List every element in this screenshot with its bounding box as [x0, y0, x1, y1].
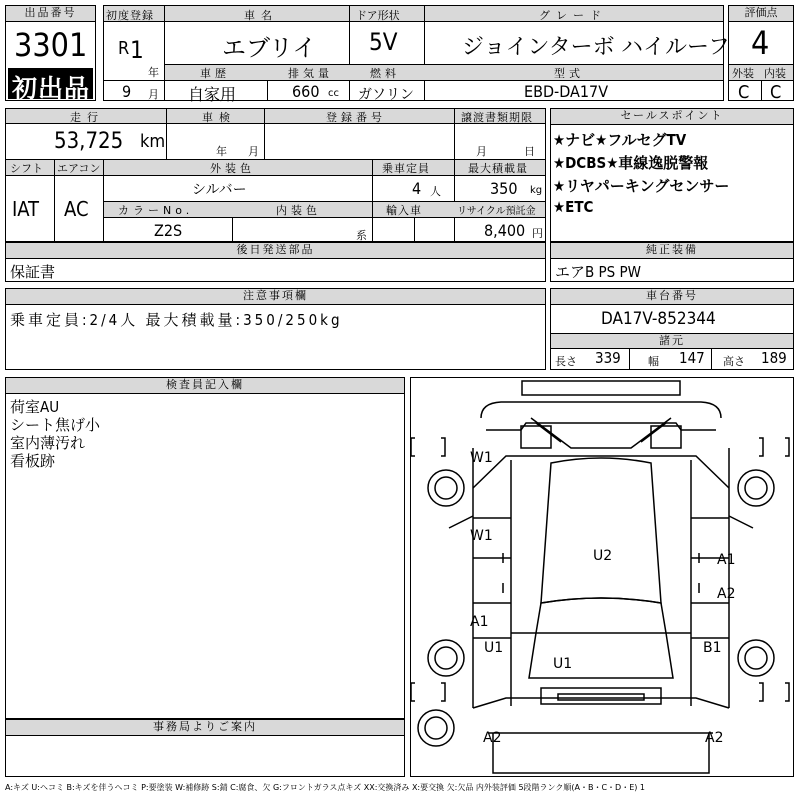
shift-label: シフト: [10, 162, 43, 175]
chassis-value: DA17V-852344: [601, 309, 716, 329]
damage-mark-a2-right: A2: [717, 586, 736, 602]
car-name-label: 車名: [244, 9, 278, 22]
inspector-line-3: 室内薄汚れ: [10, 434, 86, 452]
grade-label: グレード: [539, 9, 607, 22]
transfer-label: 譲渡書類期限: [461, 111, 533, 124]
office-notice: [5, 719, 405, 777]
first-listing-text: 初出品: [12, 74, 91, 103]
int-grade: C: [770, 82, 782, 103]
chassis: [550, 288, 794, 370]
damage-diagram: [410, 377, 794, 777]
inspection-month-unit: 月: [248, 145, 259, 158]
hgt-label: 高さ: [723, 355, 745, 368]
inspector-line-1: 荷室AU: [10, 398, 60, 416]
chassis-label: 車台番号: [551, 289, 793, 305]
grade: ジョインターボ ハイルーフ: [462, 35, 730, 60]
month-number: 9: [122, 82, 132, 101]
hgt: 189: [761, 349, 787, 367]
reg-no-label: 登録番号: [326, 111, 386, 124]
score-label: 評価点: [729, 6, 793, 22]
inspector-line-2: シート焦げ小: [10, 416, 101, 434]
notes-value: 乗車定員:2/4人 最大積載量:350/250kg: [10, 311, 343, 329]
damage-mark-u2-roof: U2: [593, 548, 613, 564]
recycle-unit: 円: [532, 227, 543, 240]
recycle-label: リサイクル預託金: [457, 206, 536, 217]
fuel: ガソリン: [358, 87, 414, 103]
capacity-label: 乗車定員: [382, 162, 430, 175]
sales-item-2: ★DCBS★車線逸脱警報: [553, 154, 709, 172]
ac-label: エアコン: [57, 162, 101, 175]
notes-label: 注意事項欄: [6, 289, 545, 305]
info-table: [5, 108, 546, 242]
sales-points: [550, 108, 794, 242]
ext-grade: C: [738, 82, 750, 103]
color-no: Z2S: [154, 221, 183, 240]
capacity: 4: [412, 179, 422, 198]
first-reg-label: 初度登録: [106, 9, 154, 22]
inspection-label: 車検: [202, 111, 236, 124]
damage-mark-u1-left: U1: [484, 640, 504, 656]
dims-label: 諸元: [551, 334, 793, 349]
mileage-unit: km: [140, 131, 166, 152]
fuel-label: 燃料: [370, 67, 400, 80]
history-label: 車歴: [200, 67, 230, 80]
inspector-notes: [5, 377, 405, 719]
sales-item-1: ★ナビ★フルセグTV: [553, 131, 687, 149]
car-name: エブリイ: [222, 34, 317, 62]
later-parts-value: 保証書: [10, 263, 56, 281]
int-label: 内装: [764, 67, 786, 80]
lot-number-box: [5, 5, 96, 101]
model-label: 型式: [554, 67, 584, 80]
damage-mark-b1-right: B1: [703, 640, 722, 656]
mileage: 53,725: [54, 129, 124, 154]
genuine-equipment: [550, 242, 794, 282]
ext-label: 外装: [732, 67, 754, 80]
later-parts-label: 後日発送部品: [6, 243, 545, 259]
first-listing-badge: [8, 68, 93, 103]
summary-header-row: [104, 6, 723, 22]
model: EBD-DA17V: [524, 82, 609, 101]
office-label: 事務局よりご案内: [6, 720, 404, 736]
mileage-label: 走行: [70, 111, 104, 124]
damage-mark-u1-rear: U1: [553, 656, 573, 672]
sales-label: セールスポイント: [551, 109, 793, 125]
month-unit: 月: [148, 88, 159, 101]
era: R: [118, 38, 130, 59]
damage-mark-a2-bumper-left: A2: [483, 730, 502, 746]
int-color-unit: 系: [356, 229, 367, 242]
max-load-unit: kg: [530, 185, 543, 196]
ext-color-label: 外装色: [210, 162, 255, 175]
year-number: 1: [130, 36, 144, 64]
damage-mark-w1-door: W1: [470, 528, 493, 544]
damage-mark-a1-right: A1: [717, 552, 736, 568]
notes: [5, 288, 546, 370]
door-type: 5V: [369, 28, 398, 56]
damage-mark-a1-left: A1: [470, 614, 489, 630]
damage-mark-a2-bumper-right: A2: [705, 730, 724, 746]
inspector-line-4: 看板跡: [10, 452, 56, 470]
sales-item-4: ★ETC: [553, 198, 594, 216]
max-load: 350: [490, 179, 518, 198]
summary-header-row-2: [165, 65, 723, 80]
lot-number: 3301: [14, 26, 88, 64]
shift: IAT: [12, 197, 40, 221]
door-label: ドア形状: [356, 9, 400, 22]
ac: AC: [64, 197, 89, 221]
len: 339: [595, 349, 621, 367]
damage-legend: A:キズ U:ヘコミ B:キズを伴うヘコミ P:要塗装 W:補修跡 S:錆 C:腐食、欠 G:フロントガラス点キズ XX:交換済み X:要交換 欠:欠品 内外装評価 5段階ランク順(A・B・C・D・E) 1: [5, 783, 646, 792]
lot-number-label: 出品番号: [6, 6, 95, 22]
vehicle-summary: [103, 5, 730, 104]
car-outline: [411, 378, 793, 776]
transfer-day: 日: [524, 145, 535, 158]
history: 自家用: [188, 85, 237, 104]
wid-label: 幅: [648, 355, 659, 368]
score-box: [728, 5, 794, 101]
sales-item-3: ★リヤパーキングセンサー: [553, 177, 730, 195]
displacement-unit: cc: [328, 88, 339, 99]
transfer-month-unit: 月: [476, 145, 487, 158]
year-unit: 年: [148, 66, 159, 79]
genuine-value: エアB PS PW: [555, 263, 642, 281]
inspection-year-unit: 年: [216, 145, 227, 158]
genuine-label: 純正装備: [551, 243, 793, 259]
len-label: 長さ: [555, 355, 577, 368]
inspector-label: 検査員記入欄: [6, 378, 404, 394]
score: 4: [751, 24, 770, 62]
wid: 147: [679, 349, 705, 367]
import-label: 輸入車: [386, 204, 422, 217]
ext-color: シルバー: [192, 182, 247, 198]
int-color-label: 内装色: [276, 204, 321, 217]
displacement-label: 排気量: [288, 67, 333, 80]
later-parts: [5, 242, 546, 282]
max-load-label: 最大積載量: [468, 162, 528, 175]
damage-mark-w1-front: W1: [470, 450, 493, 466]
displacement: 660: [292, 82, 320, 101]
recycle: 8,400: [484, 221, 526, 240]
capacity-unit: 人: [430, 185, 441, 198]
color-no-label: カラーNo.: [118, 204, 194, 217]
